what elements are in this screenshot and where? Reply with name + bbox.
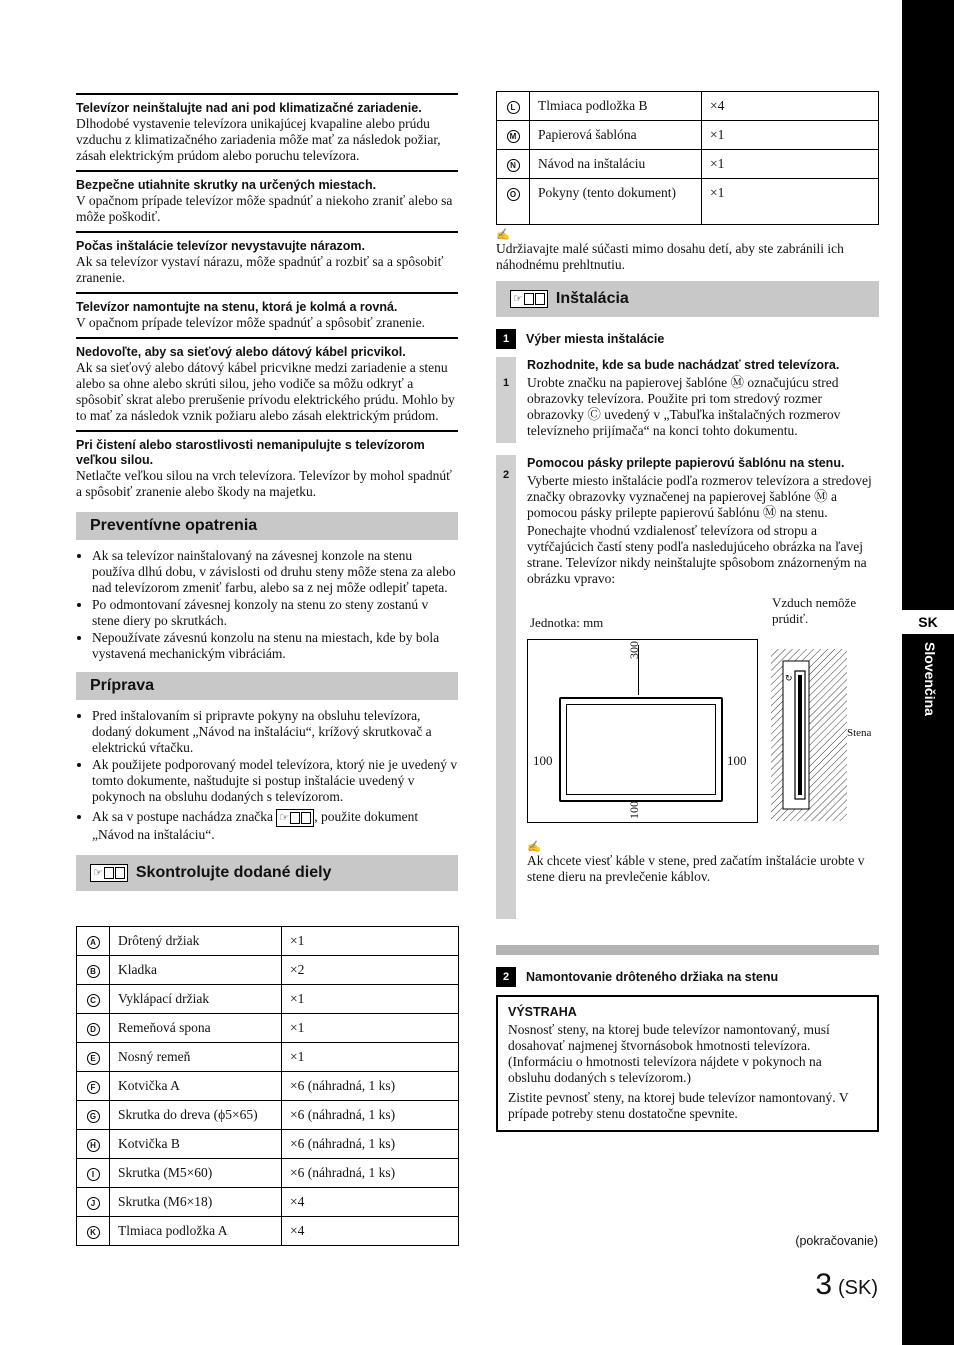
list-item: • Pred inštalovaním si pripravte pokyny na obsluhu televízora, dodaný dokument „Návod na inštaláciu“, krížový skrutkovač a elektrickú vŕtačku. bbox=[92, 708, 458, 756]
svg-text:↻: ↻ bbox=[785, 674, 793, 684]
part-quantity: ×4 bbox=[282, 1217, 459, 1246]
list-item bbox=[92, 809, 458, 843]
part-symbol: C bbox=[87, 994, 100, 1007]
table-row bbox=[77, 1130, 459, 1159]
substep-bar bbox=[496, 455, 516, 919]
install-guide-icon: ☞ bbox=[276, 809, 314, 827]
substep-number: 2 bbox=[502, 469, 510, 481]
warning-title: Počas inštalácie televízor nevystavujte nárazom. bbox=[76, 239, 366, 253]
dimension-bottom: 100 bbox=[627, 801, 641, 819]
wall-label: Stena bbox=[847, 727, 872, 739]
part-quantity: ×1 bbox=[282, 1043, 459, 1072]
step-heading-2 bbox=[496, 967, 879, 987]
table-row bbox=[77, 1014, 459, 1043]
substep-body: Ponechajte vhodnú vzdialenosť televízora od stropu a vytŕčajúcich častí steny podľa nasledujúceho obrázka na ľavej strane. Televízor nikdy neinštalujte spôsobom znázorneným na obrázku vpravo: bbox=[527, 523, 867, 586]
part-quantity: ×1 bbox=[702, 150, 879, 179]
part-symbol-cell bbox=[77, 1159, 110, 1188]
install-guide-icon: ☞ bbox=[510, 290, 548, 308]
warning-title: Bezpečne utiahnite skrutky na určených miestach. bbox=[76, 178, 377, 192]
part-symbol: M bbox=[507, 130, 520, 143]
part-symbol-cell bbox=[77, 1043, 110, 1072]
warning-body: V opačnom prípade televízor môže spadnúť a spôsobiť zranenie. bbox=[76, 315, 426, 330]
substep-body: Urobte značku na papierovej šablóne Ⓜ označujúcu stred obrazovky televízora. Použite pri tom stredový rozmer obrazovky Ⓒ uvedený v „Tabuľka inštalačných rozmerov televízneho prijímača“ na konci tohto dokumentu. bbox=[527, 375, 841, 438]
parts-table bbox=[76, 926, 459, 1246]
warning-box bbox=[496, 995, 879, 1132]
part-name: Kladka bbox=[110, 956, 282, 985]
preparation-list bbox=[76, 708, 458, 843]
note-icon: ✍ bbox=[527, 841, 541, 853]
table-row bbox=[77, 1072, 459, 1101]
section-heading-preparation bbox=[76, 672, 458, 700]
warning-block bbox=[76, 170, 458, 231]
warning-title: Pri čistení alebo starostlivosti nemanipulujte s televízorom veľkou silou. bbox=[76, 438, 425, 467]
section-title: Inštalácia bbox=[555, 290, 629, 307]
warning-body: V opačnom prípade televízor môže spadnúť a niekoho zraniť alebo sa môže poškodiť. bbox=[76, 193, 453, 224]
warning-body: Ak sa sieťový alebo dátový kábel pricvikne medzi zariadenie a stenu alebo sa ohne alebo skrúti silou, jeho vodiče sa môžu odkryť a spôsobiť skrat alebo prerušenie prívodu elektrického prúdu. Mohlo by to mať za následok vznik požiaru alebo zásah elektrickým prúdom. bbox=[76, 360, 455, 423]
list-item: • Ak sa televízor nainštalovaný na závesnej konzole na stenu používa dlhú dobu, v závislosti od druhu steny môže stena za alebo nad televízorom zmeniť farbu, alebo sa z nej môže odlepiť tapeta. bbox=[92, 548, 458, 596]
section-title: Skontrolujte dodané diely bbox=[135, 864, 332, 881]
language-side-tab bbox=[902, 0, 954, 1345]
warning-block bbox=[76, 93, 458, 170]
step-divider bbox=[496, 945, 879, 955]
table-row bbox=[77, 1217, 459, 1246]
part-symbol-cell bbox=[77, 985, 110, 1014]
part-quantity: ×1 bbox=[282, 985, 459, 1014]
part-symbol-cell bbox=[77, 1217, 110, 1246]
warning-block bbox=[76, 231, 458, 292]
install-guide-icon: ☞ bbox=[90, 864, 128, 882]
part-quantity: ×6 (náhradná, 1 ks) bbox=[282, 1159, 459, 1188]
part-symbol: K bbox=[87, 1226, 100, 1239]
language-code: SK bbox=[902, 610, 954, 634]
warning-box-text: Zistite pevnosť steny, na ktorej bude televízor namontovaný. V prípade potreby stenu dostatočne spevnite. bbox=[508, 1090, 849, 1121]
list-item: • Nepoužívate závesnú konzolu na stenu na miestach, kde by bola vystavená mechanickým vibráciám. bbox=[92, 630, 458, 662]
part-symbol-cell bbox=[77, 1188, 110, 1217]
table-row bbox=[77, 1101, 459, 1130]
part-symbol-cell bbox=[77, 1014, 110, 1043]
table-row bbox=[77, 956, 459, 985]
precautions-list bbox=[76, 548, 458, 662]
left-column bbox=[76, 93, 458, 891]
wall-recess-diagram bbox=[771, 649, 847, 821]
table-row bbox=[497, 92, 879, 121]
warning-block bbox=[76, 292, 458, 337]
part-quantity: ×6 (náhradná, 1 ks) bbox=[282, 1130, 459, 1159]
warning-body: Dlhodobé vystavenie televízora unikajúcej kvapaline alebo prúdu vzduchu z klimatizačného zariadenia môže mať za následok požiar, zásah elektrickým prúdom alebo poruchu televízora. bbox=[76, 116, 441, 163]
table-row bbox=[77, 1043, 459, 1072]
part-quantity: ×2 bbox=[282, 956, 459, 985]
note-small-parts: Udržiavajte malé súčasti mimo dosahu detí, aby ste zabránili ich náhodnému prehltnutiu. bbox=[496, 241, 844, 272]
diagram-unit-label: Jednotka: mm bbox=[530, 615, 604, 630]
warning-title: Nedovoľte, aby sa sieťový alebo dátový kábel pricvikol. bbox=[76, 345, 406, 359]
step-heading-1 bbox=[496, 329, 879, 349]
section-heading-parts bbox=[76, 855, 458, 891]
list-item: • Ak použijete podporovaný model televízora, ktorý nie je uvedený v tomto dokumente, naštudujte si postup inštalácie uvedený v pokynoch na obsluhu dodaných s televízorom. bbox=[92, 757, 458, 805]
part-symbol-cell bbox=[77, 1072, 110, 1101]
part-symbol-cell bbox=[497, 92, 530, 121]
dimension-left: 100 bbox=[533, 753, 553, 768]
part-quantity: ×1 bbox=[702, 179, 879, 225]
right-column bbox=[496, 91, 879, 1132]
step-title: Namontovanie drôteného držiaka na stenu bbox=[526, 970, 779, 984]
warning-body: Netlačte veľkou silou na vrch televízora. Televízor by mohol spadnúť a spôsobiť zranenie alebo škody na majetku. bbox=[76, 468, 452, 499]
part-symbol-cell bbox=[497, 179, 530, 225]
part-quantity: ×1 bbox=[282, 1014, 459, 1043]
part-symbol-cell bbox=[77, 927, 110, 956]
substep-title: Rozhodnite, kde sa bude nachádzať stred televízora. bbox=[527, 358, 840, 372]
warning-title: Televízor neinštalujte nad ani pod klimatizačné zariadenie. bbox=[76, 101, 422, 115]
note-icon: ✍ bbox=[496, 229, 510, 241]
table-row bbox=[497, 150, 879, 179]
part-name: Nosný remeň bbox=[110, 1043, 282, 1072]
part-name: Vyklápací držiak bbox=[110, 985, 282, 1014]
page-number bbox=[815, 1268, 878, 1302]
part-name: Pokyny (tento dokument) bbox=[530, 179, 702, 225]
airflow-label: Vzduch nemôže prúdiť. bbox=[772, 595, 857, 626]
substep-body: Vyberte miesto inštalácie podľa rozmerov televízora a stredovej značky obrazovky vyznačenej na papierovej šablóne Ⓜ a pomocou pásky prilepte papierovú šablónu Ⓜ na stenu. bbox=[527, 473, 872, 520]
warnings-list bbox=[76, 93, 458, 508]
part-quantity: ×1 bbox=[702, 121, 879, 150]
warning-block bbox=[76, 337, 458, 430]
part-symbol: J bbox=[87, 1197, 100, 1210]
part-symbol: I bbox=[87, 1168, 100, 1181]
parts-table bbox=[496, 91, 879, 225]
warning-box-text: Nosnosť steny, na ktorej bude televízor namontovaný, musí dosahovať najmenej štvornásobok hmotnosti televízora. (Informáciu o hmotnosti televízora nájdete v pokynoch na obsluhu dodaných s televízorom.) bbox=[508, 1022, 830, 1085]
table-row bbox=[497, 179, 879, 225]
step-title: Výber miesta inštalácie bbox=[526, 332, 665, 346]
table-row bbox=[77, 985, 459, 1014]
part-name: Drôtený držiak bbox=[110, 927, 282, 956]
part-symbol-cell bbox=[77, 1101, 110, 1130]
part-name: Návod na inštaláciu bbox=[530, 150, 702, 179]
substep-title: Pomocou pásky prilepte papierovú šablónu na stenu. bbox=[527, 456, 845, 470]
table-row bbox=[77, 927, 459, 956]
table-row bbox=[77, 1159, 459, 1188]
part-symbol: A bbox=[87, 936, 100, 949]
section-title: Príprava bbox=[90, 677, 155, 694]
substep-note: Ak chcete viesť káble v stene, pred začatím inštalácie urobte v stene dieru na prevlečenie káblov. bbox=[527, 853, 865, 884]
part-name: Skrutka (M6×18) bbox=[110, 1188, 282, 1217]
section-heading-installation bbox=[496, 281, 879, 317]
section-title: Preventívne opatrenia bbox=[90, 517, 258, 534]
substep-number: 1 bbox=[502, 377, 510, 389]
part-quantity: ×4 bbox=[702, 92, 879, 121]
part-symbol: G bbox=[87, 1110, 100, 1123]
warning-title: Televízor namontujte na stenu, ktorá je kolmá a rovná. bbox=[76, 300, 398, 314]
part-symbol-cell bbox=[77, 1130, 110, 1159]
table-row bbox=[77, 1188, 459, 1217]
part-quantity: ×6 (náhradná, 1 ks) bbox=[282, 1072, 459, 1101]
part-quantity: ×6 (náhradná, 1 ks) bbox=[282, 1101, 459, 1130]
list-item-text: Ak sa v postupe nachádza značka bbox=[92, 809, 274, 825]
part-symbol: N bbox=[507, 159, 520, 172]
part-name: Remeňová spona bbox=[110, 1014, 282, 1043]
parts-table-left-wrap bbox=[76, 926, 459, 1246]
part-symbol-cell bbox=[77, 956, 110, 985]
part-name: Skrutka do dreva (ϕ5×65) bbox=[110, 1101, 282, 1130]
page-number-value: 3 bbox=[815, 1268, 832, 1301]
warning-block bbox=[76, 430, 458, 508]
part-quantity: ×4 bbox=[282, 1188, 459, 1217]
part-symbol: B bbox=[87, 965, 100, 978]
warning-body: Ak sa televízor vystaví nárazu, môže spadnúť a rozbiť sa a spôsobiť zranenie. bbox=[76, 254, 444, 285]
dimension-top: 300 bbox=[627, 641, 641, 659]
clearance-diagram bbox=[527, 595, 879, 835]
tv-outline bbox=[559, 697, 723, 802]
language-name: Slovenčina bbox=[922, 642, 938, 716]
part-symbol: L bbox=[507, 101, 520, 114]
part-symbol: F bbox=[87, 1081, 100, 1094]
continued-label: (pokračovanie) bbox=[795, 1234, 878, 1248]
substep-2 bbox=[496, 455, 879, 919]
part-name: Kotvička A bbox=[110, 1072, 282, 1101]
part-quantity: ×1 bbox=[282, 927, 459, 956]
substep-bar bbox=[496, 357, 516, 443]
part-name: Kotvička B bbox=[110, 1130, 282, 1159]
table-row bbox=[497, 121, 879, 150]
warning-box-title: VÝSTRAHA bbox=[508, 1005, 577, 1019]
substep-1 bbox=[496, 357, 879, 443]
list-item: • Po odmontovaní závesnej konzoly na stenu zo steny zostanú v stene diery po skrutkách. bbox=[92, 597, 458, 629]
page-number-suffix: (SK) bbox=[838, 1277, 878, 1299]
list-item-text: , použite dokument „Návod na inštaláciu“. bbox=[92, 809, 419, 842]
part-name: Skrutka (M5×60) bbox=[110, 1159, 282, 1188]
part-name: Papierová šablóna bbox=[530, 121, 702, 150]
part-symbol-cell bbox=[497, 150, 530, 179]
section-heading-precautions bbox=[76, 512, 458, 540]
part-symbol: D bbox=[87, 1023, 100, 1036]
part-name: Tlmiaca podložka B bbox=[530, 92, 702, 121]
part-symbol: E bbox=[87, 1052, 100, 1065]
step-number: 2 bbox=[496, 967, 516, 987]
part-name: Tlmiaca podložka A bbox=[110, 1217, 282, 1246]
dimension-right: 100 bbox=[727, 753, 747, 768]
part-symbol: O bbox=[507, 188, 520, 201]
step-number: 1 bbox=[496, 329, 516, 349]
part-symbol: H bbox=[87, 1139, 100, 1152]
part-symbol-cell bbox=[497, 121, 530, 150]
